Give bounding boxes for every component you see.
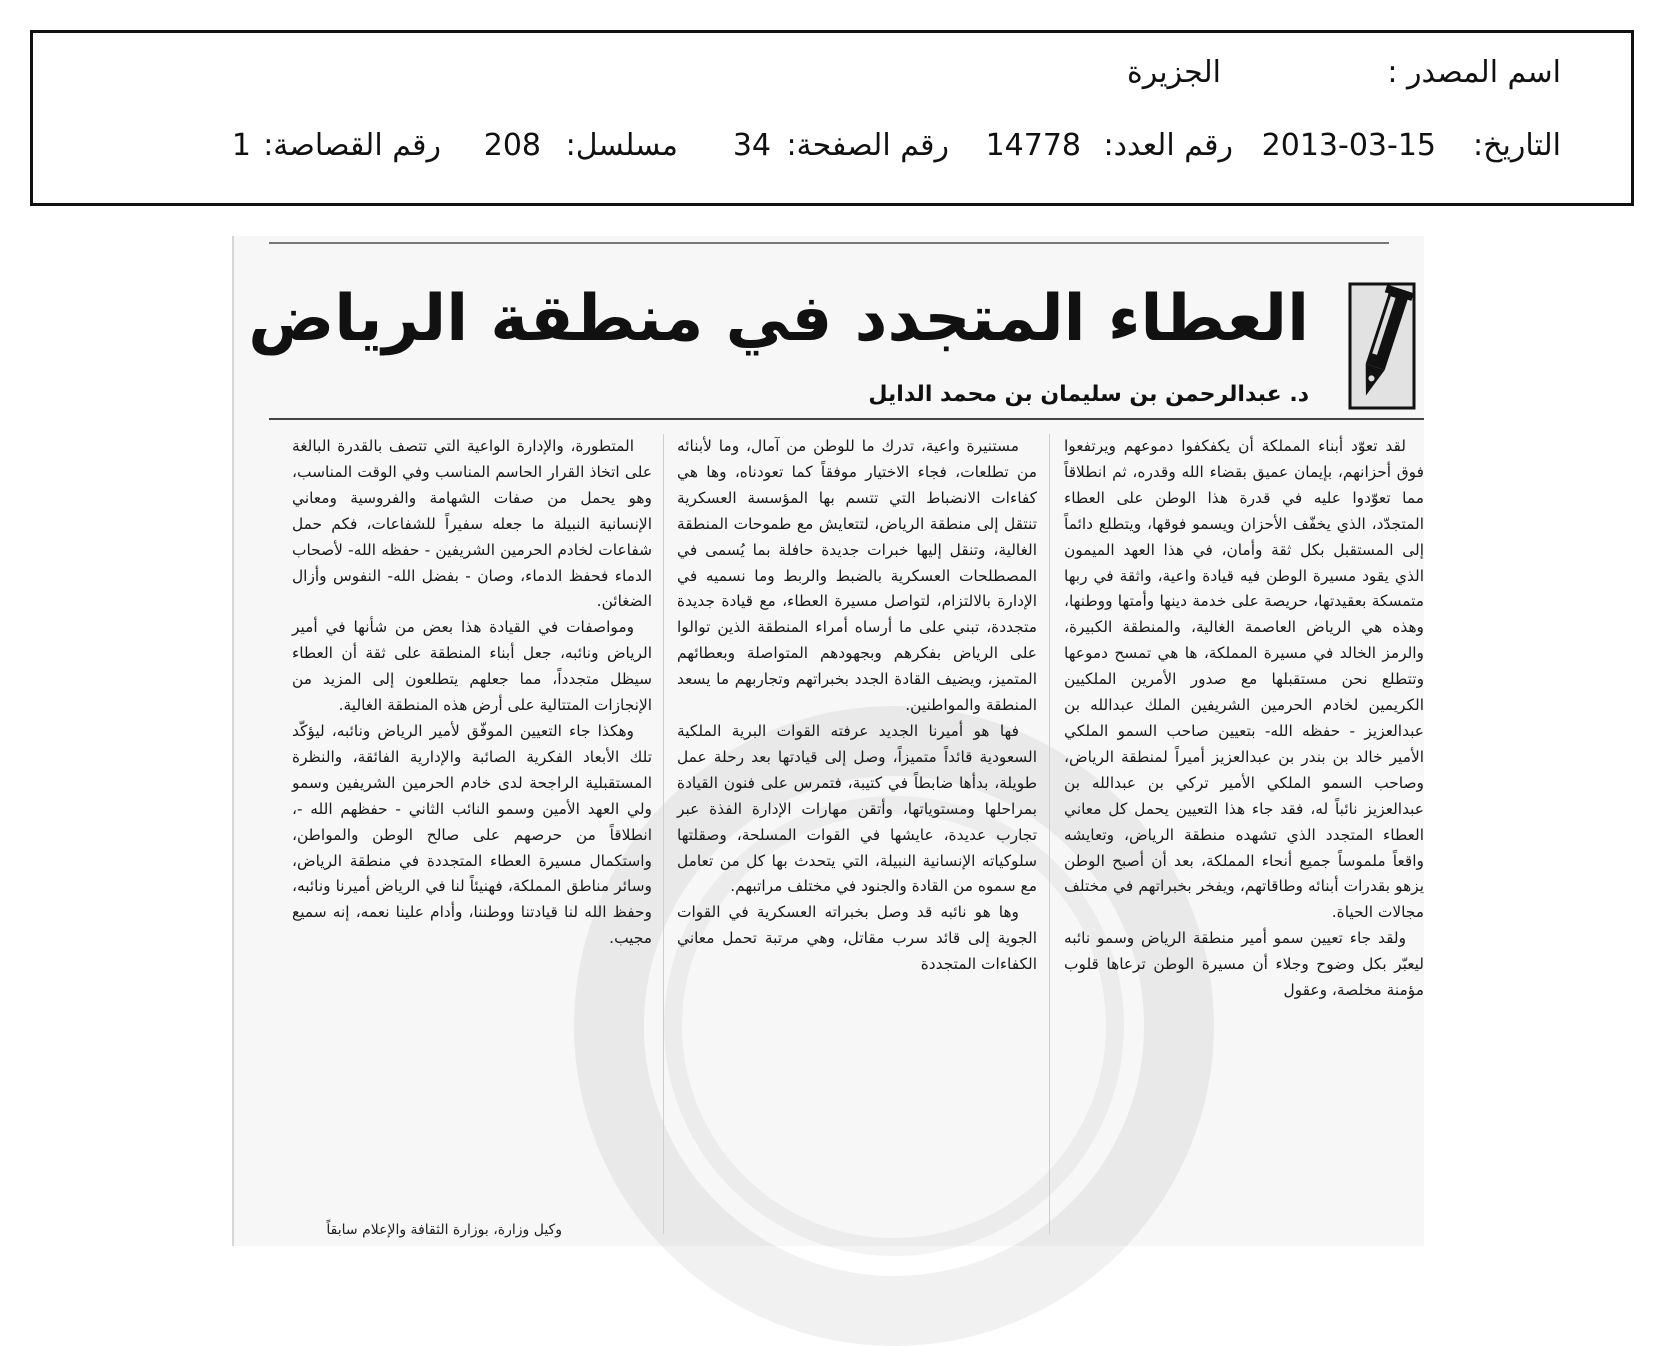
- source-label: اسم المصدر :: [1387, 55, 1561, 90]
- paragraph: ولقد جاء تعيين سمو أمير منطقة الرياض وسمو نائبه ليعبّر بكل وضوح وجلاء أن مسيرة الوطن ترعاها قلوب مؤمنة مخلصة، وعقول: [1064, 929, 1424, 1000]
- paragraph: ومواصفات في القيادة هذا بعض من شأنها في أمير الرياض ونائبه، جعل أبناء المنطقة على ثقة أن العطاء سيظل متجدداً، مما جعلهم يتطلعون إلى المزيد من الإنجازات المتتالية على أرض هذه المنطقة الغالية.: [292, 618, 652, 715]
- issue-label: رقم العدد:: [1103, 128, 1233, 163]
- serial-value: 208: [483, 128, 541, 163]
- page-label: رقم الصفحة:: [786, 128, 949, 163]
- metadata-row: [101, 126, 1561, 166]
- issue-value: 14778: [985, 128, 1081, 163]
- author-footnote: وكيل وزارة، بوزارة الثقافة والإعلام سابقاً: [326, 1222, 562, 1238]
- date-value: 2013-03-15: [1261, 128, 1436, 163]
- paragraph: المتطورة، والإدارة الواعية التي تتصف بالقدرة البالغة على اتخاذ القرار الحاسم المناسب وفي الوقت المناسب، وهو يحمل من صفات الشهامة والفروسية ومعاني الإنسانية النبيلة ما جعله سفيراً للشفاعات، فكم حمل شفاعات لخادم الحرمين الشريفين - حفظه الله- لأصحاب الدماء فحفظ الدماء، وصان - بفضل الله- النفوس وأزال الضغائن.: [292, 437, 652, 611]
- page-value: 34: [732, 128, 771, 163]
- byline-rule: [269, 418, 1424, 420]
- paragraph: وها هو نائبه قد وصل بخبراته العسكرية في القوات الجوية إلى قائد سرب مقاتل، وهي مرتبة تحمل معاني الكفاءات المتجددة: [677, 903, 1037, 974]
- newspaper-clipping: [232, 236, 1424, 1246]
- clip-number-value: 1: [231, 128, 251, 163]
- date-label: التاريخ:: [1473, 128, 1561, 163]
- clip-number-label: رقم القصاصة:: [263, 128, 441, 163]
- top-rule: [269, 242, 1389, 244]
- paragraph: وهكذا جاء التعيين الموفّق لأمير الرياض ونائبه، ليؤكّد تلك الأبعاد الفكرية الصائبة والإدارية الفائقة، والنظرة المستقبلية الراجحة لدى خادم الحرمين الشريفين وسمو ولي العهد الأمين وسمو النائب الثاني - حفظهم الله -، انطلاقاً من حرصهم على صالح الوطن والمواطن، واستكمال مسيرة العطاء المتجددة في منطقة الرياض، وسائر مناطق المملكة، فهنيئاً لنا في الرياض أميرنا ونائبه، وحفظ الله لنا قيادتنا ووطننا، وأدام علينا نعمه، إنه سميع مجيب.: [292, 721, 652, 948]
- paragraph: فها هو أميرنا الجديد عرفته القوات البرية الملكية السعودية قائداً متميزاً، وصل إلى قيادتها بعد رحلة عمل طويلة، بدأها ضابطاً في كتيبة، فتمرس على فنون القيادة بمراحلها ومستوياتها، وأتقن مهارات الإدارة الفذة عبر تجارب عديدة، عايشها في القوات المسلحة، وصقلتها سلوكياته الإنسانية النبيلة، التي يتحدث بها كل من تعامل مع سموه من القادة والجنود في مختلف مراتبهم.: [677, 721, 1037, 896]
- article-byline: د. عبدالرحمن بن سليمان بن محمد الدايل: [868, 382, 1309, 407]
- paragraph: مستنيرة واعية، تدرك ما للوطن من آمال، وما لأبنائه من تطلعات، فجاء الاختيار موفقاً كما تعودناه، وها هي كفاءات الانضباط التي تتسم بها المؤسسة العسكرية تنتقل إلى منطقة الرياض، لتتعايش مع طموحات المنطقة الغالية، وتنقل إليها خبرات جديدة حافلة بما يُسمى في المصطلحات العسكرية بالضبط والربط وما نسميه في الإدارة بالالتزام، لتواصل مسيرة العطاء، مع قيادة جديدة متجددة، تبني على ما أرساه أمراء المنطقة الذين توالوا على الرياض بفكرهم وبجهودهم المتواصلة وبعطائهم المتميز، ويضيف القادة الجدد بخبراتهم وتجاربهم ما يسعد المنطقة والمواطنين.: [677, 437, 1037, 715]
- article-column-3: [292, 434, 652, 952]
- source-row: [101, 53, 1561, 93]
- serial-label: مسلسل:: [565, 128, 678, 163]
- column-divider: [663, 434, 664, 1234]
- article-column-1: [1064, 434, 1424, 1004]
- clipping-info-box: [30, 30, 1634, 206]
- source-value: الجزيرة: [1126, 55, 1221, 90]
- article-column-2: [677, 434, 1037, 978]
- pen-icon: [1342, 276, 1422, 416]
- article-title: العطاء المتجدد في منطقة الرياض: [248, 282, 1309, 356]
- column-divider: [1049, 434, 1050, 1234]
- paragraph: لقد تعوّد أبناء المملكة أن يكفكفوا دموعهم ويرتفعوا فوق أحزانهم، بإيمان عميق بقضاء الله وقدره، ثم انطلاقاً مما تعوّدوا عليه في قدرة هذا الوطن على العطاء المتجدّد، الذي يخفّف الأحزان ويسمو فوقها، ويتطلع دائماً إلى المستقبل بكل ثقة وأمان، في هذا العهد الميمون الذي يقود مسيرة الوطن فيه قيادة واعية، واثقة في ربها متمسكة بعقيدتها، حريصة على خدمة دينها وأمتها ووطنها، وهذه هي الرياض العاصمة الغالية، والمنطقة الكبيرة، والرمز الخالد في مسيرة المملكة، ها هي تمسح دموعها وتتطلع نحن مستقبلها مع صدور الأمرين الملكيين الكريمين لخادم الحرمين الشريفين الملك عبدالله بن عبدالعزيز - حفظه الله- بتعيين صاحب السمو الملكي الأمير خالد بن بندر بن عبدالعزيز أميراً لمنطقة الرياض، وصاحب السمو الملكي الأمير تركي بن عبدالله بن عبدالعزيز نائباً له، فقد جاء هذا التعيين يحمل كل معاني العطاء المتجدد الذي تشهده منطقة الرياض، وتعايشه واقعاً ملموساً جميع أنحاء المملكة، بعد أن أصبح الوطن يزهو بقدرات أبنائه وطاقاتهم، ويفخر بخبراتهم في مختلف مجالات الحياة.: [1064, 437, 1424, 922]
